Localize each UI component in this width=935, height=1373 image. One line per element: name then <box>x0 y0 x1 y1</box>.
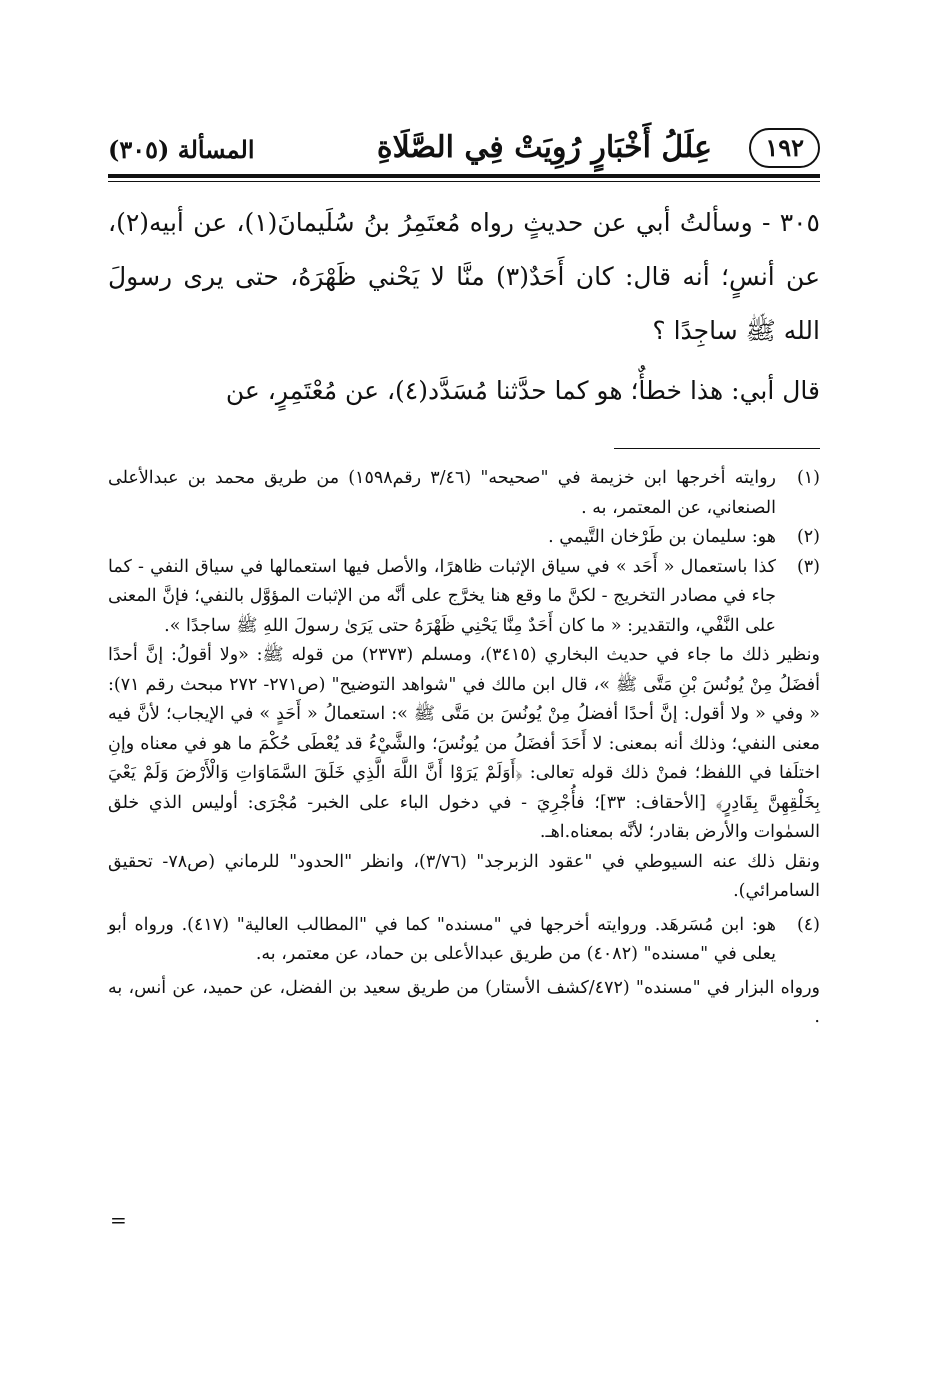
page-header <box>108 122 820 170</box>
header-rule-thin <box>108 181 820 182</box>
footnote-text: هو: سليمان بن طَرْخان التَّيمي . <box>548 527 776 547</box>
book-title: عِلَلُ أَخْبَارٍ رُوِيَتْ فِي الصَّلَاةِ <box>376 130 712 165</box>
issue-label: المسألة (٣٠٥) <box>108 135 255 164</box>
answer-paragraph: قال أبي: هذا خطأٌ؛ هو كما حدَّثنا مُسَدَّد(٤)، عن مُعْتَمِرٍ، عن <box>225 376 820 405</box>
footnote-number: (٢) <box>796 527 820 547</box>
footnote-1 <box>108 464 820 523</box>
footnote-4 <box>108 911 820 970</box>
footnote-number: (٤) <box>796 914 820 935</box>
footnote-number: (١) <box>796 468 820 488</box>
footnote-number: (٣) <box>796 556 820 577</box>
footnote-separator <box>614 448 820 449</box>
header-rule-thick <box>108 174 820 178</box>
footnotes <box>108 464 820 1033</box>
main-text <box>108 196 820 418</box>
footnote-3-continuation: ونقل ذلك عنه السيوطي في "عقود الزبرجد" (٣/٧٦)، وانظر "الحدود" للرماني (ص٧٨- تحقيق السامرائي). <box>108 851 820 901</box>
footnote-4-continuation: ورواه البزار في "مسنده" (٤٧٢/كشف الأستار) من طريق سعيد بن الفضل، عن حميد، عن أنس، به . <box>108 977 821 1027</box>
footnote-text: كذا باستعمال « أَحَد » في سياق الإثبات ظاهرًا، والأصل فيها استعمالها في سياق النفي - كما جاء في مصادر التخريج - لكنَّ ما وقع هنا يخرَّج على أنَّه من الإثبات المؤوَّل بالنفي؛ فإنَّ المعنى على النَّفْي، والتقدير: « ما كان أَحَدٌ مِنَّا يَحْنِي ظَهْرَهُ حتى يَرَىٰ رسولَ اللهِ ﷺ ساجدًا ». <box>108 556 776 636</box>
footnote-3 <box>108 553 820 642</box>
question-paragraph: ٣٠٥ - وسألتُ أبي عن حديثٍ رواه مُعتَمِرُ بنُ سُلَيمانَ(١)، عن أبيه(٢)، عن أنسٍ؛ أنه قال: كان أَحَدٌ(٣) منَّا لا يَحْني ظَهْرَهُ، حتى يرى رسولَ الله ﷺ ساجِدًا ؟ <box>108 208 820 345</box>
page-number: ١٩٢ <box>749 128 820 168</box>
footnote-3-continuation: ونظير ذلك ما جاء في حديث البخاري (٣٤١٥)، ومسلم (٢٣٧٣) من قوله ﷺ: «ولا أقولُ: إنَّ أحدًا أفضَلُ مِنْ يُونُسَ بْنِ مَتَّى ﷺ »، قال ابن مالك في "شواهد التوضيح" (ص٢٧١- ٢٧٢ مبحث رقم ٧١): « وفي « ولا أقول: إنَّ أحدًا أفضلُ مِنْ يُونُسَ بن مَتَّى ﷺ »: استعمالُ « أَحَدٍ » في الإيجاب؛ لأنَّ فيه معنى النفي؛ وذلك أنه بمعنى: لا أَحَدَ أفضَلُ من يُونُسَ؛ والشَّيْءُ قد يُعْطَى حُكْمَ ما هو في معناه وإنِ اختلَفا في اللفظ؛ فمنْ ذلك قوله تعالى: ﴿أَوَلَمْ يَرَوْا أَنَّ اللَّهَ الَّذِي خَلَقَ السَّمَاوَاتِ وَالْأَرْضَ وَلَمْ يَعْيَ بِخَلْقِهِنَّ بِقَادِرٍ﴾ [الأحقاف: ٣٣]؛ فأُجْرِيَ - في دخول الباء على الخبر- مُجْرَى: أوليس الذي خلق السمٰوات والأرض بقادر؛ لأنَّه بمعناه.اهـ. <box>108 645 821 842</box>
footnote-2 <box>108 523 820 553</box>
continuation-mark: = <box>110 1208 127 1232</box>
footnote-text: روايته أخرجها ابن خزيمة في "صحيحه" (٣/٤٦ رقم١٥٩٨) من طريق محمد بن عبدالأعلى الصنعاني، عن المعتمر، به . <box>108 468 776 518</box>
footnote-text: هو: ابن مُسَرهَد. وروايته أخرجها في "مسنده" كما في "المطالب العالية" (٤١٧). ورواه أبو يعلى في "مسنده" (٤٠٨٢) من طريق عبدالأعلى بن حماد، عن معتمر، به. <box>108 914 776 964</box>
